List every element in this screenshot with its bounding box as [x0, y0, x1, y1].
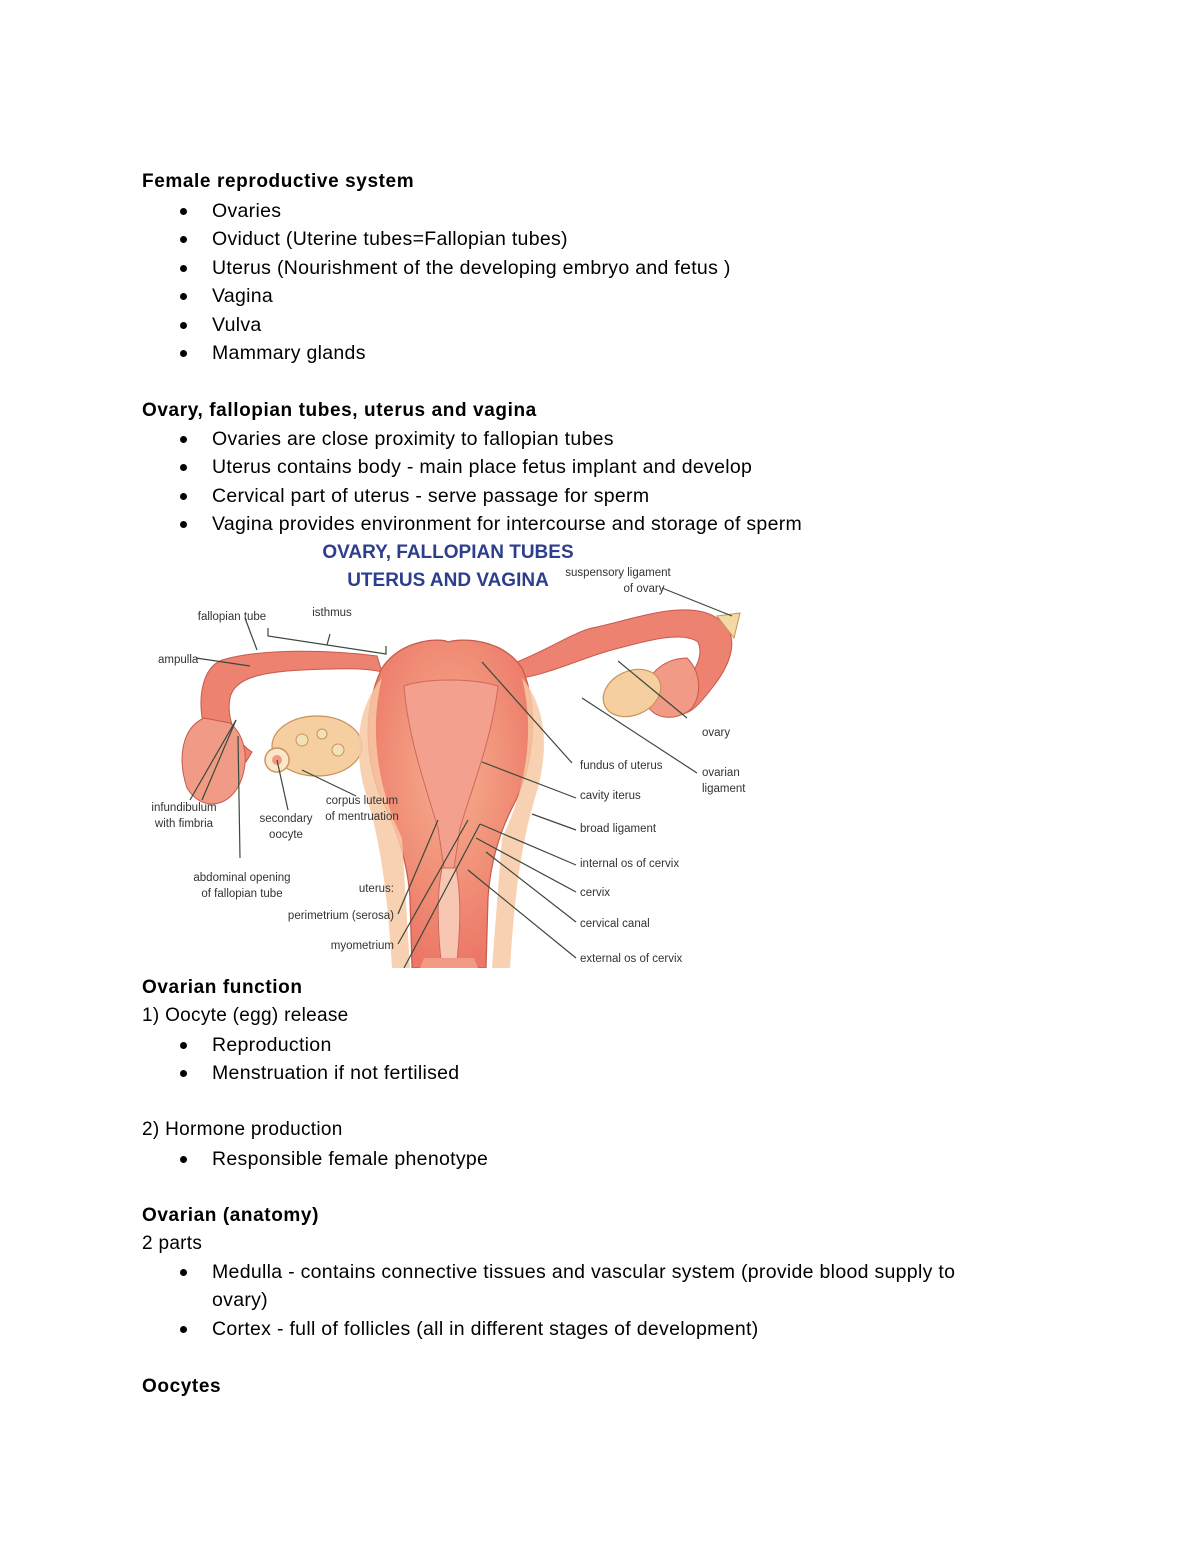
- list-item: Mammary glands: [142, 339, 731, 367]
- label-broad-ligament: broad ligament: [580, 823, 657, 835]
- list-ovarian-function-1: [142, 1031, 459, 1088]
- diagram-title-line1: OVARY, FALLOPIAN TUBES: [322, 542, 574, 563]
- label-fundus: fundus of uterus: [580, 760, 663, 772]
- label-ovary: ovary: [702, 727, 731, 739]
- label-abdominal-opening: abdominal opening: [193, 872, 291, 884]
- list-item: Cortex - full of follicles (all in different stages of development): [142, 1315, 1012, 1343]
- list-item: Uterus (Nourishment of the developing embryo and fetus ): [142, 254, 731, 282]
- list-item: Ovaries: [142, 197, 731, 225]
- label-ovarian-ligament-2: ligament: [702, 783, 746, 795]
- label-cavity-uterus: cavity iterus: [580, 790, 641, 802]
- label-ovarian-ligament: ovarian: [702, 767, 740, 779]
- heading-ovarian-function: Ovarian function: [142, 977, 303, 998]
- label-corpus-luteum: corpus luteum: [325, 795, 399, 807]
- list-item: Vagina provides environment for intercourse and storage of sperm: [142, 510, 802, 538]
- list-item: Responsible female phenotype: [142, 1145, 488, 1173]
- label-external-os: external os of cervix: [580, 953, 683, 965]
- label-suspensory-ligament: suspensory ligament: [565, 567, 671, 579]
- heading-ovary-tubes: Ovary, fallopian tubes, uterus and vagina: [142, 400, 537, 421]
- heading-oocytes: Oocytes: [142, 1376, 222, 1397]
- label-cervix: cervix: [580, 887, 611, 899]
- label-internal-os: internal os of cervix: [580, 858, 680, 870]
- ovarian-function-line2: 2) Hormone production: [142, 1119, 343, 1140]
- label-perimetrium: perimetrium (serosa): [287, 910, 394, 922]
- list-item: Cervical part of uterus - serve passage for sperm: [142, 482, 802, 510]
- label-cervical-canal: cervical canal: [580, 918, 650, 930]
- list-item: Vagina: [142, 282, 731, 310]
- label-suspensory-ligament-2: of ovary: [623, 583, 665, 595]
- list-item: Uterus contains body - main place fetus implant and develop: [142, 453, 802, 481]
- ovarian-function-line1: 1) Oocyte (egg) release: [142, 1005, 349, 1026]
- list-item: Menstruation if not fertilised: [142, 1059, 459, 1087]
- list-item: Medulla - contains connective tissues and vascular system (provide blood supply to ovary): [142, 1258, 1012, 1315]
- ovarian-anatomy-line1: 2 parts: [142, 1233, 203, 1254]
- list-ovary-tubes: [142, 425, 802, 539]
- label-ampulla: ampulla: [158, 654, 199, 666]
- heading-ovarian-anatomy: Ovarian (anatomy): [142, 1205, 320, 1226]
- list-female-reproductive-organs: [142, 197, 731, 367]
- label-abdominal-opening-2: of fallopian tube: [201, 888, 283, 900]
- list-item: Reproduction: [142, 1031, 459, 1059]
- label-infundibulum: infundibulum: [151, 802, 217, 814]
- label-corpus-luteum-2: of mentruation: [325, 811, 399, 823]
- label-myometrium: myometrium: [330, 940, 394, 952]
- left-fimbria: [182, 718, 245, 804]
- label-infundibulum-2: with fimbria: [154, 818, 214, 830]
- label-isthmus: isthmus: [312, 607, 352, 619]
- list-ovarian-function-2: [142, 1145, 488, 1173]
- label-secondary-oocyte-2: oocyte: [269, 829, 303, 841]
- anatomy-illustration: [142, 538, 752, 968]
- list-item: Vulva: [142, 311, 731, 339]
- label-secondary-oocyte: secondary: [259, 813, 313, 825]
- label-uterus: uterus:: [358, 883, 394, 895]
- list-ovarian-anatomy: [142, 1258, 1012, 1343]
- list-item: Ovaries are close proximity to fallopian tubes: [142, 425, 802, 453]
- list-item: Oviduct (Uterine tubes=Fallopian tubes): [142, 225, 731, 253]
- heading-female-reproductive-system: Female reproductive system: [142, 171, 415, 192]
- diagram-title-line2: UTERUS AND VAGINA: [347, 570, 549, 591]
- label-fallopian-tube: fallopian tube: [197, 611, 267, 623]
- reproductive-anatomy-diagram: [142, 538, 752, 968]
